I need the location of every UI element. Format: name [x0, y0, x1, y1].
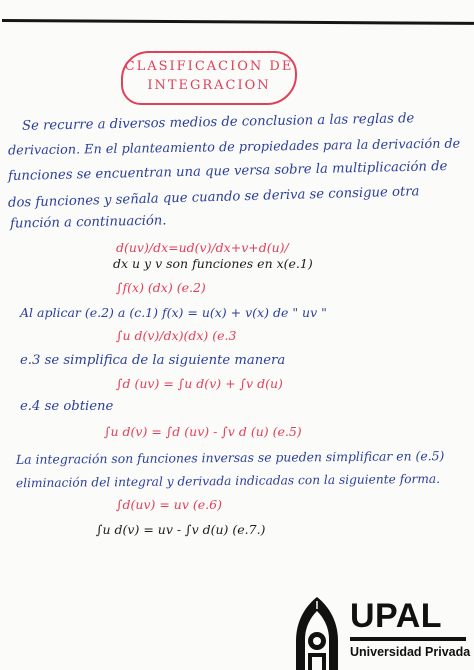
title-box — [121, 51, 297, 105]
upal-shield-icon — [292, 595, 342, 670]
equation-e4: ∫d (uv) = ∫u d(v) + ∫v d(u) — [116, 376, 283, 391]
elimination-line: eliminación del integral y derivada indicadas con la siguiente forma. — [15, 471, 441, 491]
paragraph-line-1: Se recurre a diversos medios de conclusion a las reglas de — [21, 111, 415, 134]
equation-e7: ∫u d(v) = uv - ∫v d(u) (e.7.) — [96, 522, 266, 537]
equation-e5: ∫u d(v) = ∫d (uv) - ∫v d (u) (e.5) — [104, 424, 302, 439]
logo-name: UPAL — [350, 597, 443, 635]
upal-logo — [292, 595, 474, 670]
top-rule-line — [2, 19, 474, 25]
title-line-1: CLASIFICACION DE — [124, 59, 294, 74]
paragraph-line-5: función a continuación. — [9, 213, 167, 232]
title-line-2: INTEGRACION — [147, 78, 271, 93]
paragraph-line-3: funciones se encuentran una que versa sobre la multiplicación de — [7, 159, 448, 184]
logo-subtitle: Universidad Privada — [350, 645, 471, 659]
equation-derivative-product: d(uv)/dx=ud(v)/dx+v+d(u)/ — [116, 240, 289, 255]
inverse-functions-line: La integración son funciones inversas se pueden simplificar en (e.5) — [15, 448, 445, 467]
paragraph-line-4: dos funciones y señala que cuando se deriva se consigue otra — [7, 184, 420, 211]
paragraph-line-2: derivacion. En el planteamiento de propiedades para la derivación de — [7, 136, 461, 159]
simplify-line: e.3 se simplifica de la siguiente manera — [20, 353, 286, 368]
equation-e6: ∫d(uv) = uv (e.6) — [116, 497, 222, 512]
obtain-line: e.4 se obtiene — [20, 399, 114, 414]
applying-e2-line: Al aplicar (e.2) a (c.1) f(x) = u(x) + v(x) de " uv " — [20, 305, 327, 320]
logo-divider — [350, 637, 466, 641]
equation-e3: ∫u d(v)/dx)(dx) (e.3 — [116, 328, 237, 343]
equation-functions-statement: dx u y v son funciones en x(e.1) — [113, 256, 313, 271]
equation-e2: ∫f(x) (dx) (e.2) — [116, 280, 206, 295]
